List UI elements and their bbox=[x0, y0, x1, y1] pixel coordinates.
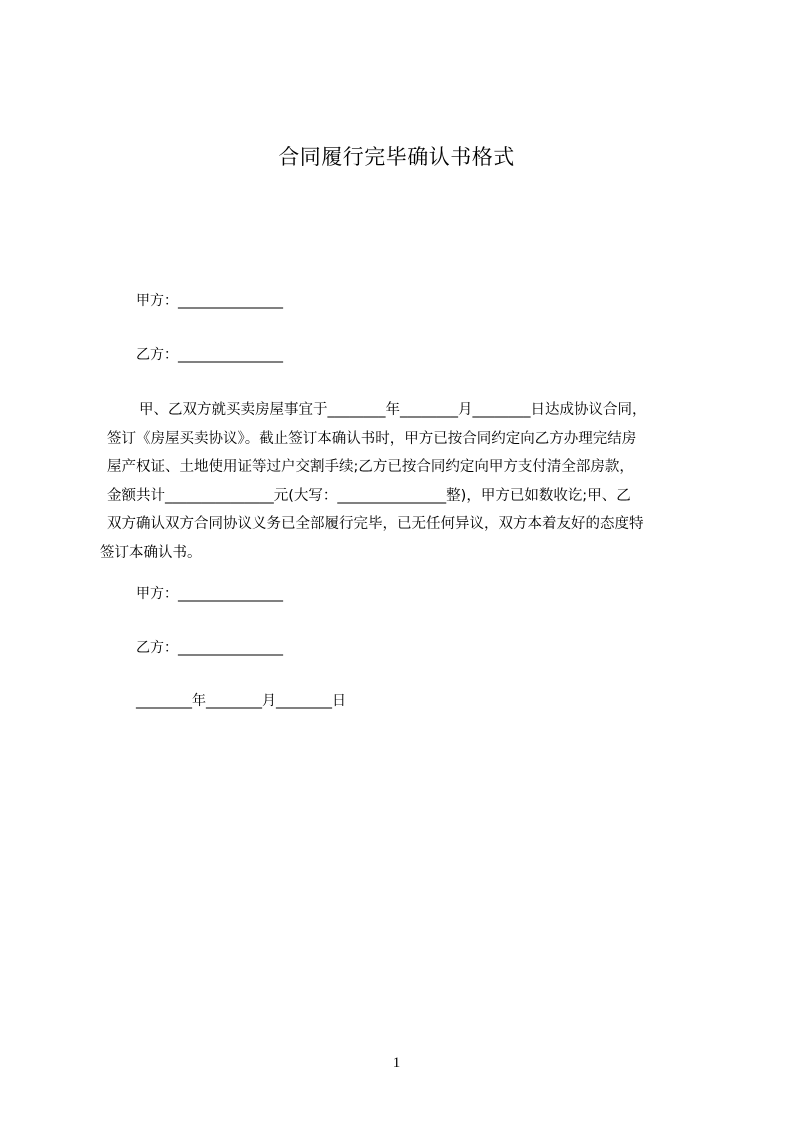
body-line-6: 签订本确认书。 bbox=[100, 544, 202, 561]
date-line: ________年________月________日 bbox=[136, 693, 346, 709]
document-title: 合同履行完毕确认书格式 bbox=[278, 145, 515, 169]
body-line-4: 金额共计_______________元(大写：_______________整)，甲方已如数收讫;甲、乙 bbox=[107, 487, 631, 504]
page-number: 1 bbox=[392, 1055, 401, 1071]
party-a-bottom-field: 甲方：_______________ bbox=[136, 586, 283, 602]
party-b-top-field: 乙方：_______________ bbox=[136, 347, 283, 363]
party-a-top-field: 甲方：_______________ bbox=[136, 293, 283, 309]
confirmation-body bbox=[100, 396, 700, 567]
body-line-3: 屋产权证、土地使用证等过户交割手续;乙方已按合同约定向甲方支付清全部房款， bbox=[107, 459, 634, 475]
body-line-2: 签订《房屋买卖协议》。截止签订本确认书时，甲方已按合同约定向乙方办理完结房 bbox=[107, 430, 637, 447]
party-b-bottom-field: 乙方：_______________ bbox=[136, 640, 283, 656]
body-line-5: 双方确认双方合同协议义务已全部履行完毕，已无任何异议，双方本着友好的态度特 bbox=[107, 516, 644, 532]
body-line-1: 甲、乙双方就买卖房屋事宜于________年________月________日达成协议合同， bbox=[139, 402, 647, 418]
